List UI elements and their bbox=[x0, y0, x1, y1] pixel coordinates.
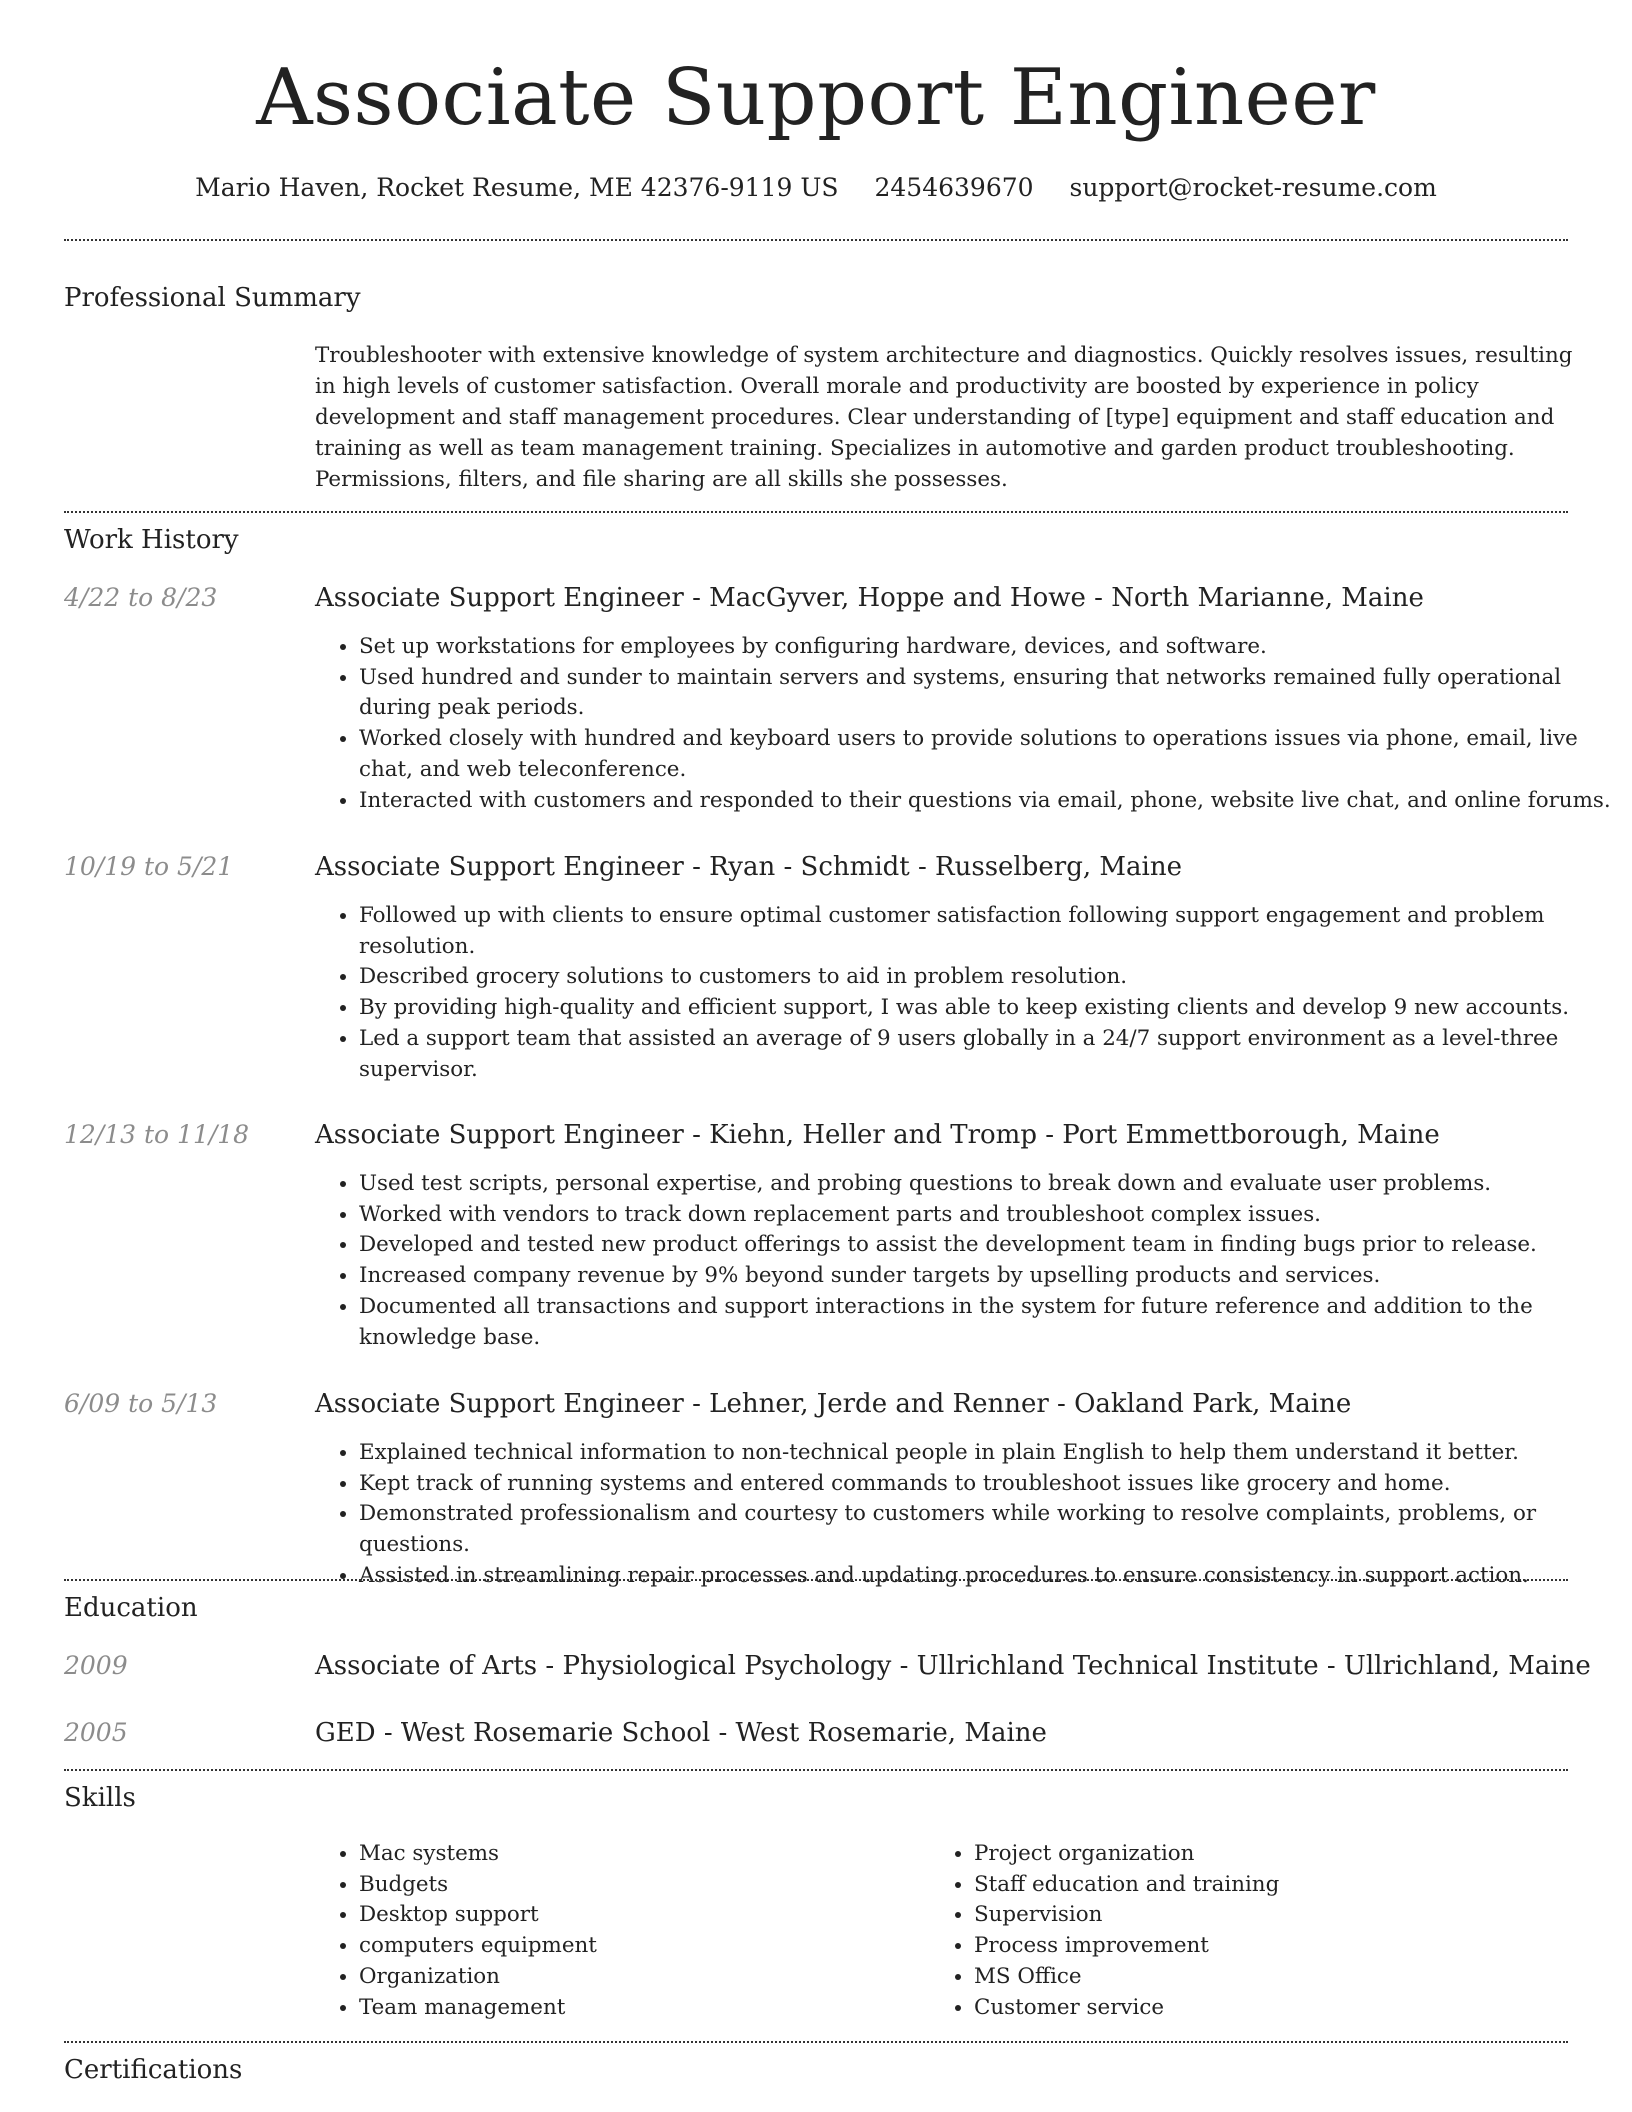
job-bullet: • Worked closely with hundred and keyboard users to provide solutions to operations issues via phone, email, live chat, and web teleconference. bbox=[359, 724, 1619, 785]
skill-item: • Budgets bbox=[359, 1870, 919, 1901]
job-dates: 4/22 to 8/23 bbox=[64, 583, 218, 612]
job-bullet: • Led a support team that assisted an average of 9 users globally in a 24/7 support environment as a level-three supervisor. bbox=[359, 1024, 1619, 1085]
skill-item: • Supervision bbox=[974, 1900, 1574, 1931]
job-bullet: • Worked with vendors to track down replacement parts and troubleshoot complex issues. bbox=[359, 1200, 1619, 1231]
skills-list-left bbox=[315, 1839, 919, 2023]
skills-list-right bbox=[930, 1839, 1574, 2023]
education-year: 2009 bbox=[64, 1651, 128, 1680]
job-dates: 10/19 to 5/21 bbox=[64, 852, 234, 881]
job-bullet: • Interacted with customers and responded to their questions via email, phone, website live chat, and online forums. bbox=[359, 786, 1619, 817]
job-bullets bbox=[315, 1169, 1619, 1353]
section-divider bbox=[64, 1769, 1568, 1771]
job-bullet: • Demonstrated professionalism and courtesy to customers while working to resolve complaints, problems, or questions. bbox=[359, 1499, 1619, 1560]
job-title: Associate Support Engineer - Ryan - Schmidt - Russelberg, Maine bbox=[315, 852, 1182, 882]
education-heading: Education bbox=[64, 1593, 198, 1623]
job-bullets bbox=[315, 901, 1619, 1085]
job-bullet: • Described grocery solutions to customers to aid in problem resolution. bbox=[359, 962, 1619, 993]
skill-item: • MS Office bbox=[974, 1962, 1574, 1993]
skill-item: • Team management bbox=[359, 1993, 919, 2024]
candidate-name: Associate Support Engineer bbox=[256, 53, 1376, 143]
job-bullet: • Explained technical information to non-technical people in plain English to help them understand it better. bbox=[359, 1438, 1619, 1469]
job-bullet: • Kept track of running systems and entered commands to troubleshoot issues like grocery and home. bbox=[359, 1469, 1619, 1500]
section-divider bbox=[64, 239, 1568, 241]
job-bullet: • Set up workstations for employees by configuring hardware, devices, and software. bbox=[359, 632, 1619, 663]
job-bullet: • Assisted in streamlining repair processes and updating procedures to ensure consistency in support action. bbox=[359, 1561, 1619, 1592]
job-bullet: • Increased company revenue by 9% beyond sunder targets by upselling products and services. bbox=[359, 1261, 1619, 1292]
work-history-heading: Work History bbox=[64, 525, 239, 555]
section-divider bbox=[64, 2041, 1568, 2043]
contact-phone: 2454639670 bbox=[874, 173, 1034, 202]
summary-heading: Professional Summary bbox=[64, 283, 361, 313]
skill-item: • Staff education and training bbox=[974, 1870, 1574, 1901]
section-divider bbox=[64, 511, 1568, 513]
summary-text: Troubleshooter with extensive knowledge of system architecture and diagnostics. Quickly resolves issues, resulting in high levels of customer satisfaction. Overall morale and productivity are boosted by experience in policy development and staff management procedures. Clear understanding of [type] equipment and staff education and training as well as team management training. Specializes in automotive and garden product troubleshooting. Permissions, filters, and file sharing are all skills she possesses. bbox=[315, 343, 1573, 492]
certifications-heading: Certifications bbox=[64, 2055, 243, 2085]
skill-item: • Customer service bbox=[974, 1993, 1574, 2024]
job-bullet: • Developed and tested new product offerings to assist the development team in finding bugs prior to release. bbox=[359, 1230, 1619, 1261]
job-title: Associate Support Engineer - Lehner, Jerde and Renner - Oakland Park, Maine bbox=[315, 1389, 1352, 1419]
education-year: 2005 bbox=[64, 1718, 128, 1747]
contact-email: support@rocket-resume.com bbox=[1069, 173, 1437, 202]
skills-heading: Skills bbox=[64, 1783, 136, 1813]
job-bullet: • By providing high-quality and efficient support, I was able to keep existing clients and develop 9 new accounts. bbox=[359, 993, 1619, 1024]
skill-item: • Project organization bbox=[974, 1839, 1574, 1870]
job-dates: 6/09 to 5/13 bbox=[64, 1389, 218, 1418]
education-title: GED - West Rosemarie School - West Rosemarie, Maine bbox=[315, 1718, 1047, 1748]
skill-item: • Organization bbox=[359, 1962, 919, 1993]
job-bullets bbox=[315, 1438, 1619, 1592]
job-bullet: • Used hundred and sunder to maintain servers and systems, ensuring that networks remained fully operational during peak periods. bbox=[359, 663, 1619, 724]
contact-line bbox=[0, 168, 1632, 208]
skill-item: • Process improvement bbox=[974, 1931, 1574, 1962]
skill-item: • computers equipment bbox=[359, 1931, 919, 1962]
skill-item: • Mac systems bbox=[359, 1839, 919, 1870]
section-divider bbox=[64, 1579, 1568, 1581]
job-bullet: • Followed up with clients to ensure optimal customer satisfaction following support engagement and problem resolution. bbox=[359, 901, 1619, 962]
education-title: Associate of Arts - Physiological Psychology - Ullrichland Technical Institute - Ullrichland, Maine bbox=[315, 1651, 1591, 1681]
job-title: Associate Support Engineer - MacGyver, Hoppe and Howe - North Marianne, Maine bbox=[315, 583, 1424, 613]
skill-item: • Desktop support bbox=[359, 1900, 919, 1931]
job-bullet: • Documented all transactions and support interactions in the system for future reference and addition to the knowledge base. bbox=[359, 1292, 1619, 1353]
job-dates: 12/13 to 11/18 bbox=[64, 1120, 250, 1149]
contact-address: Mario Haven, Rocket Resume, ME 42376-9119 US bbox=[195, 173, 839, 202]
job-bullet: • Used test scripts, personal expertise, and probing questions to break down and evaluate user problems. bbox=[359, 1169, 1619, 1200]
job-title: Associate Support Engineer - Kiehn, Heller and Tromp - Port Emmettborough, Maine bbox=[315, 1120, 1440, 1150]
job-bullets bbox=[315, 632, 1619, 816]
